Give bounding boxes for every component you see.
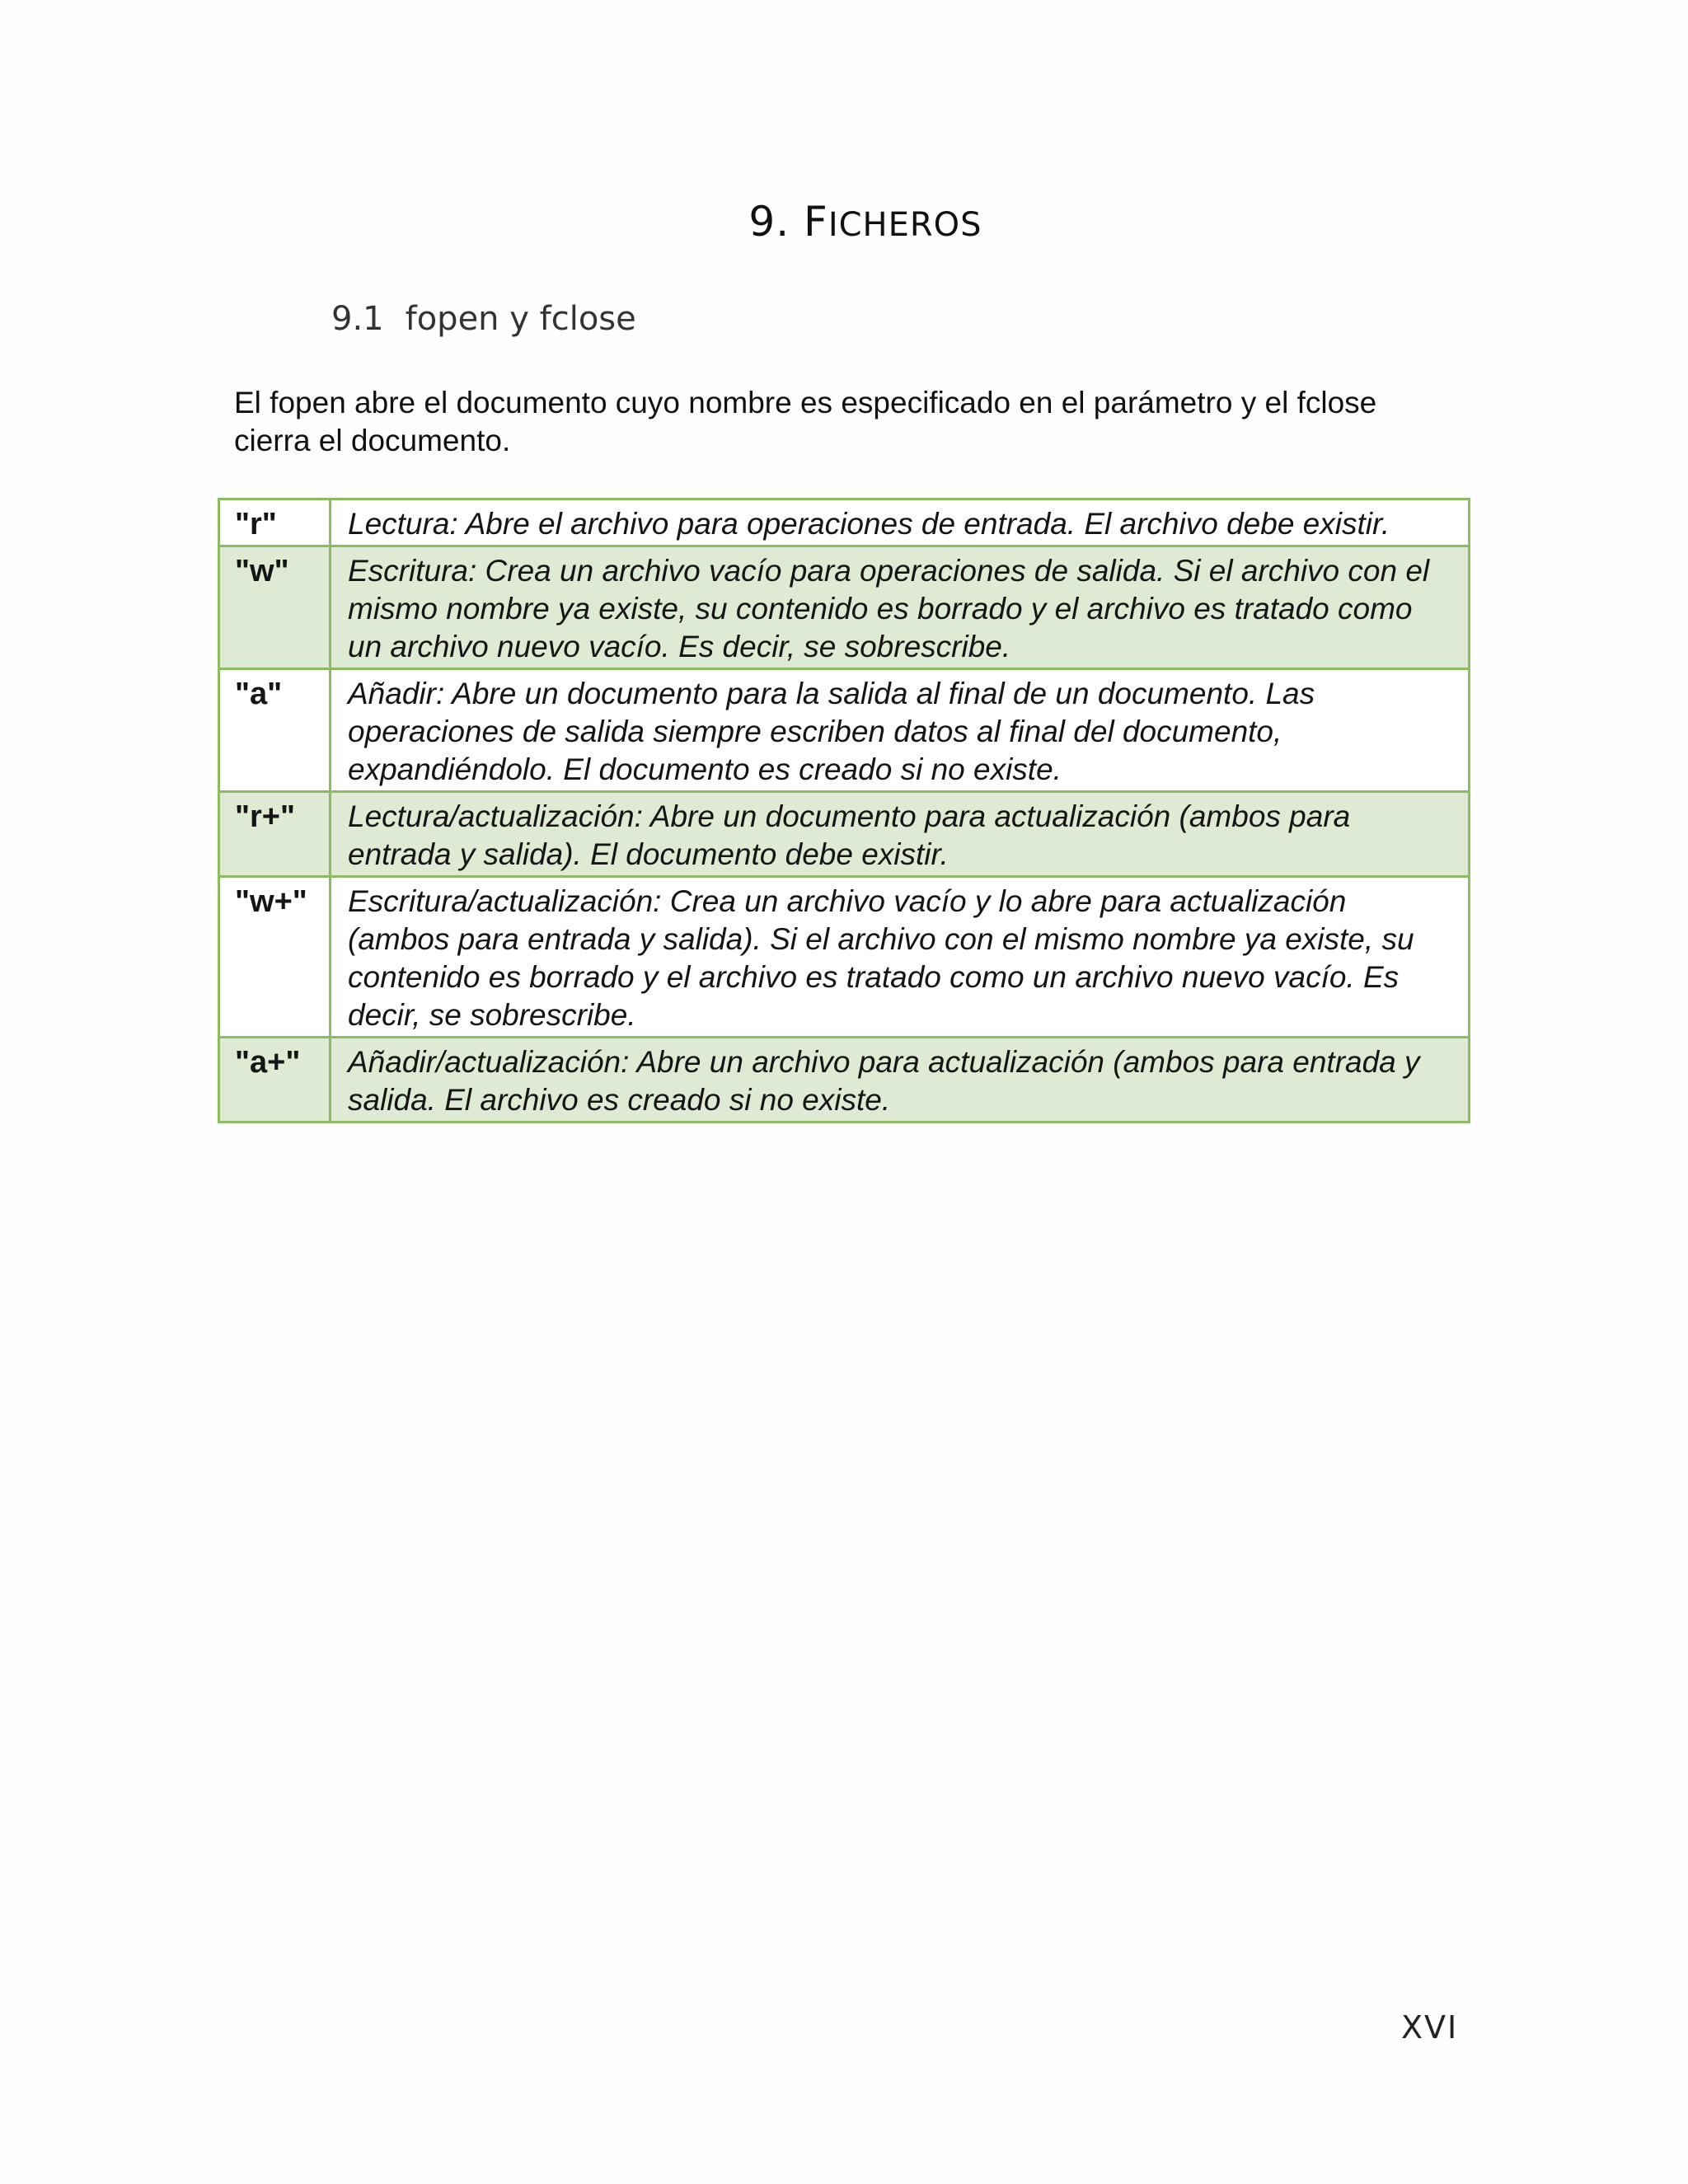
description-cell: Escritura: Crea un archivo vacío para operaciones de salida. Si el archivo con el mismo nombre ya existe, su contenido es borrado y el archivo es tratado como un archivo nuevo vacío. Es decir, se sobrescribe. bbox=[331, 546, 1470, 669]
chapter-title bbox=[0, 198, 1688, 246]
description-cell: Añadir: Abre un documento para la salida al final de un documento. Las operaciones de salida siempre escriben datos al final del documento, expandiéndolo. El documento es creado si no existe. bbox=[331, 669, 1470, 792]
intro-paragraph: El fopen abre el documento cuyo nombre es especificado en el parámetro y el fclose cierra el documento. bbox=[234, 386, 1377, 457]
chapter-title-rest: ICHEROS bbox=[828, 206, 982, 244]
mode-cell: "w" bbox=[219, 546, 331, 669]
mode-cell: "a" bbox=[219, 669, 331, 792]
mode-cell: "r+" bbox=[219, 792, 331, 877]
section-title: fopen y fclose bbox=[405, 300, 636, 338]
description-cell: Lectura/actualización: Abre un documento para actualización (ambos para entrada y salida). El documento debe existir. bbox=[331, 792, 1470, 877]
description-cell: Añadir/actualización: Abre un archivo para actualización (ambos para entrada y salida. El archivo es creado si no existe. bbox=[331, 1038, 1470, 1122]
chapter-title-initial: F bbox=[804, 198, 828, 246]
description-cell: Escritura/actualización: Crea un archivo vacío y lo abre para actualización (ambos para entrada y salida). Si el archivo con el mismo nombre ya existe, su contenido es borrado y el archivo es tratado como un archivo nuevo vacío. Es decir, se sobrescribe. bbox=[331, 877, 1470, 1038]
chapter-number: 9. bbox=[748, 198, 790, 246]
table-row bbox=[219, 877, 1470, 1038]
mode-cell: "w+" bbox=[219, 877, 331, 1038]
section-heading bbox=[331, 300, 636, 338]
table-row bbox=[219, 669, 1470, 792]
description-cell: Lectura: Abre el archivo para operaciones de entrada. El archivo debe existir. bbox=[331, 499, 1470, 546]
section-number: 9.1 bbox=[331, 300, 384, 338]
table-row bbox=[219, 792, 1470, 877]
table-row bbox=[219, 1038, 1470, 1122]
mode-cell: "a+" bbox=[219, 1038, 331, 1122]
fopen-modes-table bbox=[218, 498, 1470, 1123]
mode-cell: "r" bbox=[219, 499, 331, 546]
table-row bbox=[219, 499, 1470, 546]
table-row bbox=[219, 546, 1470, 669]
page-number: XVI bbox=[1401, 2009, 1459, 2046]
